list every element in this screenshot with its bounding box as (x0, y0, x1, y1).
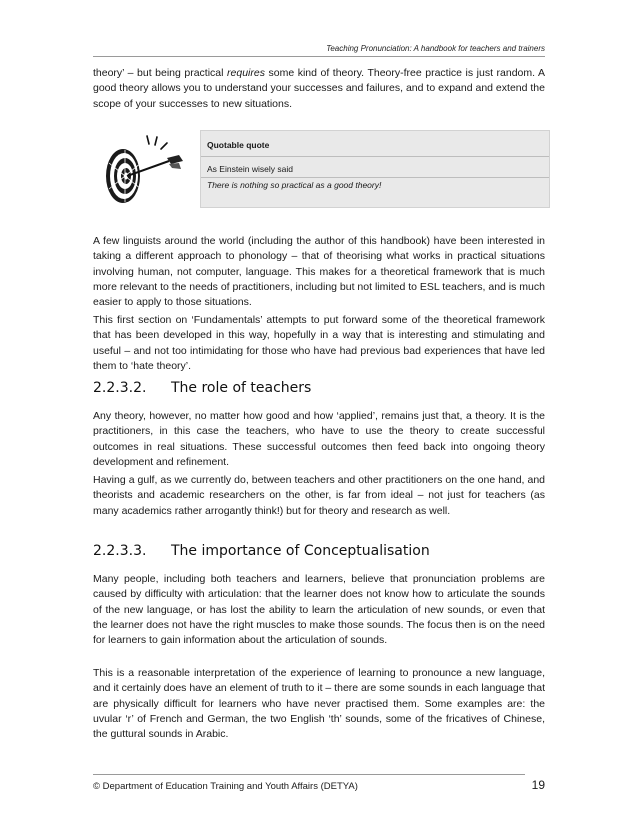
intro-text-after: some kind of theory. Theory-free practice is just random. A good theory allows you to understand your successes and failures, and to expand and extend the scope of your successes to new situations. (93, 67, 545, 110)
body-paragraph: Many people, including both teachers and learners, believe that pronunciation problems are caused by difficulty with articulation: that the learner does not know how to articulate the sounds of the new language, or has lost the ability to learn the articulation of new sounds, or even that the learner does not have the right muscles to make those sounds. The focus then is on the need for learners to gain information about the articulation of sounds. (93, 573, 545, 647)
quote-title: Quotable quote (207, 140, 270, 150)
intro-text-before: theory’ – but being practical (93, 67, 228, 79)
running-header: Teaching Pronunciation: A handbook for teachers and trainers (93, 44, 545, 57)
footer-divider (93, 774, 525, 775)
section-heading (93, 380, 545, 396)
quote-text: There is nothing so practical as a good theory! (207, 180, 382, 190)
section-title: The importance of Conceptualisation (171, 543, 430, 559)
quote-divider (201, 156, 549, 157)
body-paragraph: This is a reasonable interpretation of the experience of learning to pronounce a new language, and it certainly does have an element of truth to it – there are some sounds in each language that are physically difficult for learners who have never practised them. Some examples are: the uvular ‘r’ of French and German, the two English ‘th’ sounds, some of the fricatives of Chinese, the guttural sounds in Arabic. (93, 667, 545, 741)
quote-intro: As Einstein wisely said (207, 164, 293, 174)
section-title: The role of teachers (171, 380, 312, 396)
section-number: 2.2.3.3. (93, 543, 147, 559)
footer-copyright: © Department of Education Training and Youth Affairs (DETYA) (93, 781, 358, 792)
intro-paragraph (93, 66, 545, 112)
body-paragraph: A few linguists around the world (including the author of this handbook) have been interested in taking a different approach to phonology – that of theorising what works in practical situations involving human, not computer, language. This makes for a theoretical framework that is much more relevant to the needs of practitioners, including but not limited to ESL teachers, and is much easier to apply to those situations. (93, 235, 545, 309)
quotable-quote-box (200, 130, 550, 208)
body-paragraph: Having a gulf, as we currently do, between teachers and other practitioners on the one hand, and theorists and academic researchers on the other, is far from ideal – not just for teachers (as many academics rather arrogantly think!) but for theory and research as well. (93, 474, 545, 517)
section-heading (93, 543, 545, 559)
page-number: 19 (531, 778, 545, 792)
dartboard-icon (97, 133, 187, 211)
body-paragraph: Any theory, however, no matter how good and how ‘applied’, remains just that, a theory. It is the practitioners, in this case the teachers, who have to use the theory to create successful outcomes in real situations. These successful outcomes then feed back into ongoing theory development and refinement. (93, 410, 545, 468)
intro-emphasis: requires (227, 67, 265, 79)
body-paragraph: This first section on ‘Fundamentals’ attempts to put forward some of the theoretical framework that has been developed in this way, hopefully in a way that is interesting and stimulating and useful – and not too intimidating for those who have had previous bad experiences that have led them to ‘hate theory’. (93, 314, 545, 372)
quote-divider (201, 177, 549, 178)
section-number: 2.2.3.2. (93, 380, 147, 396)
